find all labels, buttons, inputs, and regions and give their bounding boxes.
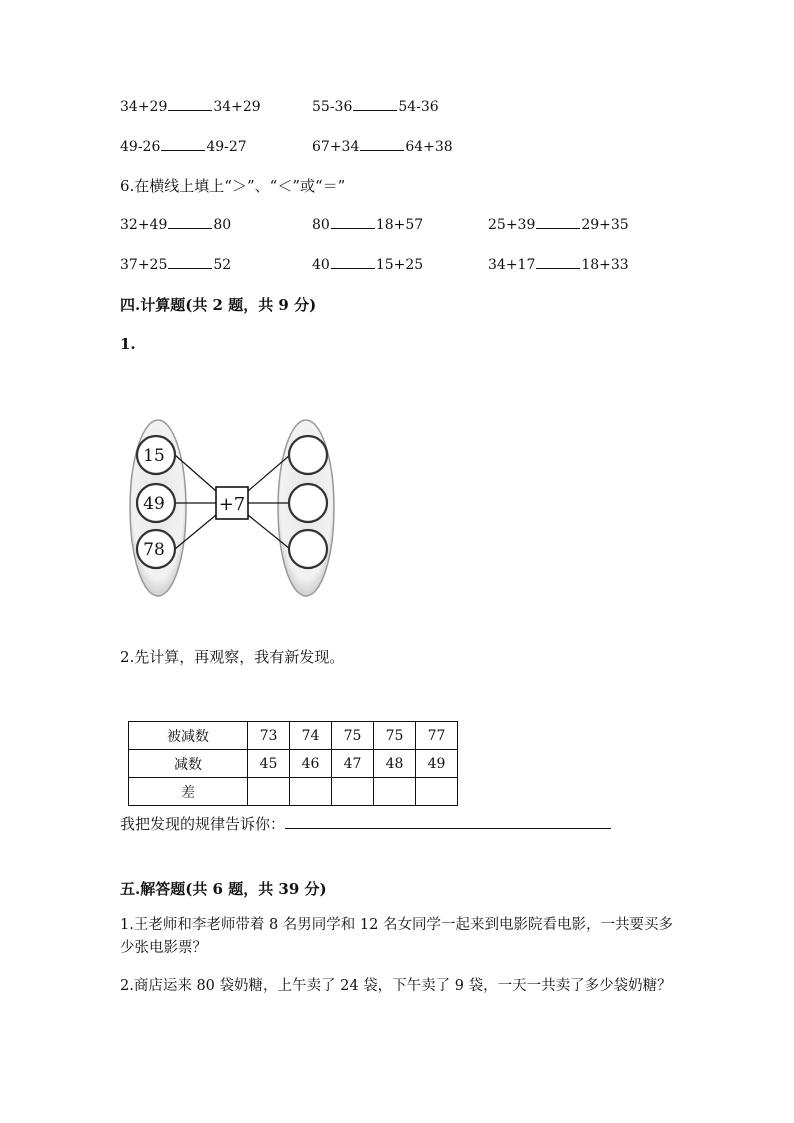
- answer-blank[interactable]: [331, 256, 375, 269]
- section-5-title: 五.解答题(共 6 题，共 39 分): [120, 880, 327, 898]
- table-cell: 49: [416, 750, 458, 778]
- table-row: [129, 778, 458, 806]
- compare-item: 49-26 49-27: [120, 139, 247, 155]
- answer-cell[interactable]: [374, 778, 416, 806]
- table-cell: 47: [332, 750, 374, 778]
- answer-blank[interactable]: [360, 138, 404, 151]
- table-cell: 77: [416, 722, 458, 750]
- section-4-question-2-label: 2.先计算，再观察，我有新发现。: [120, 648, 345, 666]
- finding-prompt-row: [120, 813, 611, 834]
- compare-item: 32+49 80: [120, 217, 232, 233]
- compare-item: 25+39 29+35: [488, 217, 629, 233]
- answer-circle[interactable]: [289, 530, 327, 568]
- answer-blank[interactable]: [168, 256, 212, 269]
- compare-item: 40 15+25: [312, 257, 424, 273]
- answer-cell[interactable]: [248, 778, 290, 806]
- compare-item: 80 18+57: [312, 217, 424, 233]
- input-number: 49: [143, 494, 165, 514]
- compare-item: 67+34 64+38: [312, 139, 453, 155]
- answer-cell[interactable]: [416, 778, 458, 806]
- input-number: 78: [143, 540, 165, 560]
- addition-machine-diagram: [120, 415, 350, 605]
- answer-blank[interactable]: [168, 98, 212, 111]
- compare-item: 34+17 18+33: [488, 257, 629, 273]
- operator-label: +7: [218, 494, 246, 515]
- section-4-title: 四.计算题(共 2 题，共 9 分): [120, 296, 317, 314]
- answer-blank[interactable]: [536, 216, 580, 229]
- finding-answer-line[interactable]: [285, 814, 611, 829]
- table-row: [129, 750, 458, 778]
- row-label: 减数: [129, 750, 248, 778]
- table-cell: 46: [290, 750, 332, 778]
- section-4-question-1-label: 1.: [120, 335, 136, 353]
- answer-circle[interactable]: [289, 484, 327, 522]
- table-row: [129, 722, 458, 750]
- compare-item: 55-36 54-36: [312, 99, 439, 115]
- subtraction-table: [128, 721, 458, 806]
- table-cell: 75: [374, 722, 416, 750]
- section-5-question-2: 2.商店运来 80 袋奶糖，上午卖了 24 袋，下午卖了 9 袋，一天一共卖了多少袋奶糖？: [120, 978, 672, 994]
- answer-blank[interactable]: [536, 256, 580, 269]
- answer-blank[interactable]: [168, 216, 212, 229]
- table-cell: 73: [248, 722, 290, 750]
- input-number: 15: [143, 446, 165, 466]
- answer-cell[interactable]: [290, 778, 332, 806]
- answer-blank[interactable]: [161, 138, 205, 151]
- compare-item: 34+29 34+29: [120, 99, 261, 115]
- table-cell: 48: [374, 750, 416, 778]
- answer-blank[interactable]: [331, 216, 375, 229]
- table-cell: 45: [248, 750, 290, 778]
- finding-prompt: 我把发现的规律告诉你：: [120, 815, 286, 833]
- compare-item: 37+25 52: [120, 257, 232, 273]
- answer-cell[interactable]: [332, 778, 374, 806]
- answer-blank[interactable]: [353, 98, 397, 111]
- section-5-question-1: 1.王老师和李老师带着 8 名男同学和 12 名女同学一起来到电影院看电影，一共要买多少张电影票？: [120, 917, 673, 956]
- row-label: 差: [129, 778, 248, 806]
- answer-circle[interactable]: [289, 436, 327, 474]
- table-cell: 75: [332, 722, 374, 750]
- table-cell: 74: [290, 722, 332, 750]
- row-label: 被减数: [129, 722, 248, 750]
- question-6-label: 6.在横线上填上“＞”、“＜”或“＝”: [120, 177, 346, 195]
